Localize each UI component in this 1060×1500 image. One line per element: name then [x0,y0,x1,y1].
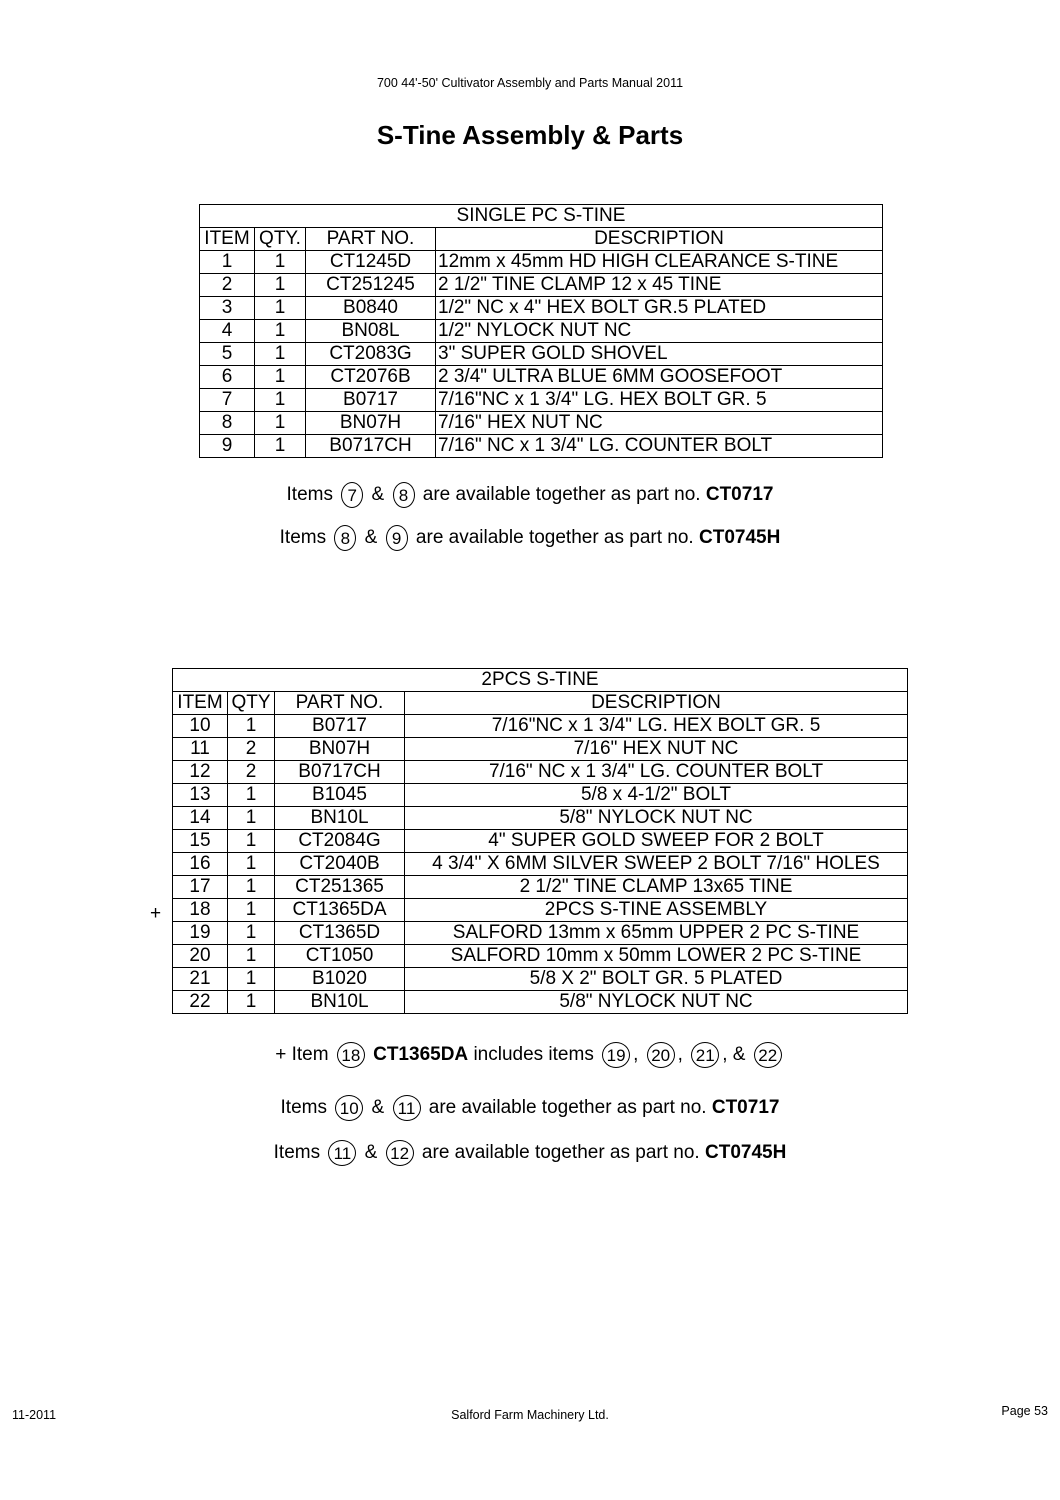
quantity-cell: 1 [255,366,306,389]
combo-note [0,1095,1060,1121]
item-number-cell: 3 [200,297,255,320]
part-number-cell: BN10L [275,807,405,830]
part-number-cell: B0717CH [275,761,405,784]
item-number-circle: 11 [328,1140,356,1166]
item-number-cell: 2 [200,274,255,297]
item-number-cell: 16 [173,853,228,876]
item-number-circle: 10 [335,1095,363,1121]
column-header: DESCRIPTION [405,692,908,715]
item-number-circle: 19 [602,1042,630,1068]
description-cell: 5/8" NYLOCK NUT NC [405,991,908,1014]
note-text: are available together as part no. [422,484,701,506]
quantity-cell: 1 [255,274,306,297]
item-number-cell: 19 [173,922,228,945]
part-number-cell: B0840 [306,297,436,320]
column-header: ITEM [173,692,228,715]
note-text: & [732,1044,746,1066]
item-number-cell: 15 [173,830,228,853]
quantity-cell: 1 [228,945,275,968]
description-cell: SALFORD 10mm x 50mm LOWER 2 PC S-TINE [405,945,908,968]
quantity-cell: 1 [228,899,275,922]
part-number-cell: CT1245D [306,251,436,274]
description-cell: 7/16"NC x 1 3/4" LG. HEX BOLT GR. 5 [436,389,883,412]
quantity-cell: 2 [228,761,275,784]
item-number-cell: 4 [200,320,255,343]
description-cell: 2 1/2" TINE CLAMP 12 x 45 TINE [436,274,883,297]
table-row [200,343,883,366]
part-number-cell: CT251245 [306,274,436,297]
item-number-circle: 22 [754,1042,782,1068]
note-text: + Item [275,1044,329,1066]
part-number-cell: BN08L [306,320,436,343]
note-text: Items [273,1142,321,1164]
item-number-cell: 7 [200,389,255,412]
quantity-cell: 1 [228,715,275,738]
note-text: , [677,1044,683,1066]
table-row [200,412,883,435]
quantity-cell: 1 [228,991,275,1014]
table-header-row [173,692,908,715]
note-text: includes items [473,1044,594,1066]
item-number-circle: 8 [393,482,415,508]
part-number-cell: B1045 [275,784,405,807]
part-number-cell: BN07H [275,738,405,761]
note-text: , [722,1044,728,1066]
table-row [173,715,908,738]
quantity-cell: 1 [255,297,306,320]
description-cell: SALFORD 13mm x 65mm UPPER 2 PC S-TINE [405,922,908,945]
table-row [173,853,908,876]
note-text: & [364,1142,378,1164]
description-cell: 7/16" NC x 1 3/4" LG. COUNTER BOLT [436,435,883,458]
footer-company: Salford Farm Machinery Ltd. [451,1408,609,1422]
description-cell: 2 3/4" ULTRA BLUE 6MM GOOSEFOOT [436,366,883,389]
table-row [200,251,883,274]
item-number-cell: 8 [200,412,255,435]
item-number-circle: 11 [393,1095,421,1121]
part-number-cell: CT2083G [306,343,436,366]
column-header: PART NO. [306,228,436,251]
description-cell: 12mm x 45mm HD HIGH CLEARANCE S-TINE [436,251,883,274]
description-cell: 5/8 X 2" BOLT GR. 5 PLATED [405,968,908,991]
item-number-cell: 17 [173,876,228,899]
table-row [173,899,908,922]
part-number-cell: BN07H [306,412,436,435]
note-text: are available together as part no. [421,1142,700,1164]
item-number-cell: 20 [173,945,228,968]
table-header-row [200,228,883,251]
note-text: Items [286,484,333,506]
table-row [200,297,883,320]
table-row [173,876,908,899]
table-caption: 2PCS S-TINE [173,669,908,692]
table-row [173,968,908,991]
description-cell: 7/16" HEX NUT NC [436,412,883,435]
description-cell: 2 1/2" TINE CLAMP 13x65 TINE [405,876,908,899]
item-number-cell: 21 [173,968,228,991]
description-cell: 5/8" NYLOCK NUT NC [405,807,908,830]
column-header: ITEM [200,228,255,251]
item-number-cell: 13 [173,784,228,807]
description-cell: 5/8 x 4-1/2" BOLT [405,784,908,807]
column-header: DESCRIPTION [436,228,883,251]
combo-part-number: CT0717 [705,484,774,506]
item-number-circle: 8 [334,525,356,551]
quantity-cell: 1 [228,922,275,945]
single-pc-parts-table [199,204,883,458]
note-text: & [364,527,378,549]
note-text: & [371,1097,385,1119]
page-title: S-Tine Assembly & Parts [376,120,684,150]
footer-page-number: Page 53 [1001,1404,1048,1418]
note-text: Items [280,1097,327,1119]
part-number-cell: B0717CH [306,435,436,458]
table-row [173,807,908,830]
quantity-cell: 1 [228,853,275,876]
quantity-cell: 1 [255,412,306,435]
item-number-cell: 14 [173,807,228,830]
two-pc-parts-table [172,668,908,1014]
part-number-cell: B1020 [275,968,405,991]
quantity-cell: 1 [255,251,306,274]
table-row [173,991,908,1014]
quantity-cell: 1 [228,968,275,991]
part-number-cell: CT2040B [275,853,405,876]
description-cell: 7/16" NC x 1 3/4" LG. COUNTER BOLT [405,761,908,784]
table-row [200,274,883,297]
quantity-cell: 1 [228,830,275,853]
footer-date: 11-2011 [12,1408,57,1422]
combo-note [0,1140,1060,1166]
part-number-cell: BN10L [275,991,405,1014]
part-number-cell: CT1365DA [275,899,405,922]
item-number-cell: 5 [200,343,255,366]
item-number-cell: 10 [173,715,228,738]
table-row [200,320,883,343]
quantity-cell: 1 [228,784,275,807]
item-number-circle: 21 [691,1042,719,1068]
item-number-cell: 11 [173,738,228,761]
table-row [173,738,908,761]
item-number-cell: 1 [200,251,255,274]
column-header: QTY [228,692,275,715]
item-number-cell: 6 [200,366,255,389]
table-row [173,830,908,853]
part-number-cell: CT1365D [275,922,405,945]
column-header: QTY. [255,228,306,251]
note-text: are available together as part no. [428,1097,707,1119]
item-number-circle: 7 [341,482,363,508]
combo-part-number: CT0717 [711,1097,780,1119]
quantity-cell: 1 [255,320,306,343]
assembly-part-number: CT1365DA [373,1044,469,1066]
description-cell: 4 3/4'' X 6MM SILVER SWEEP 2 BOLT 7/16" HOLES [405,853,908,876]
item-number-cell: 18 [173,899,228,922]
description-cell: 4" SUPER GOLD SWEEP FOR 2 BOLT [405,830,908,853]
table-row [173,922,908,945]
combo-note [0,482,1060,508]
table-caption: SINGLE PC S-TINE [200,205,883,228]
item-number-circle: 12 [386,1140,414,1166]
note-text: Items [279,527,327,549]
column-header: PART NO. [275,692,405,715]
description-cell: 2PCS S-TINE ASSEMBLY [405,899,908,922]
assembly-note [0,1042,1060,1068]
combo-part-number: CT0745H [705,1142,787,1164]
item-number-circle: 9 [386,525,408,551]
note-text: & [371,484,385,506]
combo-note [0,525,1060,551]
item-number-circle: 20 [647,1042,675,1068]
quantity-cell: 1 [255,343,306,366]
item-number-circle: 18 [337,1042,365,1068]
combo-part-number: CT0745H [699,527,781,549]
table-row [173,945,908,968]
quantity-cell: 2 [228,738,275,761]
part-number-cell: CT1050 [275,945,405,968]
assembly-marker: + [150,903,162,924]
manual-header: 700 44'-50' Cultivator Assembly and Parts Manual 2011 [376,76,684,90]
quantity-cell: 1 [228,807,275,830]
part-number-cell: CT2084G [275,830,405,853]
part-number-cell: CT251365 [275,876,405,899]
quantity-cell: 1 [255,435,306,458]
table-row [200,366,883,389]
note-text: , [633,1044,639,1066]
part-number-cell: B0717 [306,389,436,412]
quantity-cell: 1 [228,876,275,899]
note-text: are available together as part no. [415,527,694,549]
description-cell: 3" SUPER GOLD SHOVEL [436,343,883,366]
part-number-cell: CT2076B [306,366,436,389]
table-row [173,784,908,807]
table-row [173,761,908,784]
description-cell: 7/16"NC x 1 3/4" LG. HEX BOLT GR. 5 [405,715,908,738]
table-row [200,435,883,458]
description-cell: 1/2" NYLOCK NUT NC [436,320,883,343]
description-cell: 7/16" HEX NUT NC [405,738,908,761]
description-cell: 1/2" NC x 4" HEX BOLT GR.5 PLATED [436,297,883,320]
part-number-cell: B0717 [275,715,405,738]
item-number-cell: 22 [173,991,228,1014]
item-number-cell: 9 [200,435,255,458]
item-number-cell: 12 [173,761,228,784]
table-row [200,389,883,412]
quantity-cell: 1 [255,389,306,412]
